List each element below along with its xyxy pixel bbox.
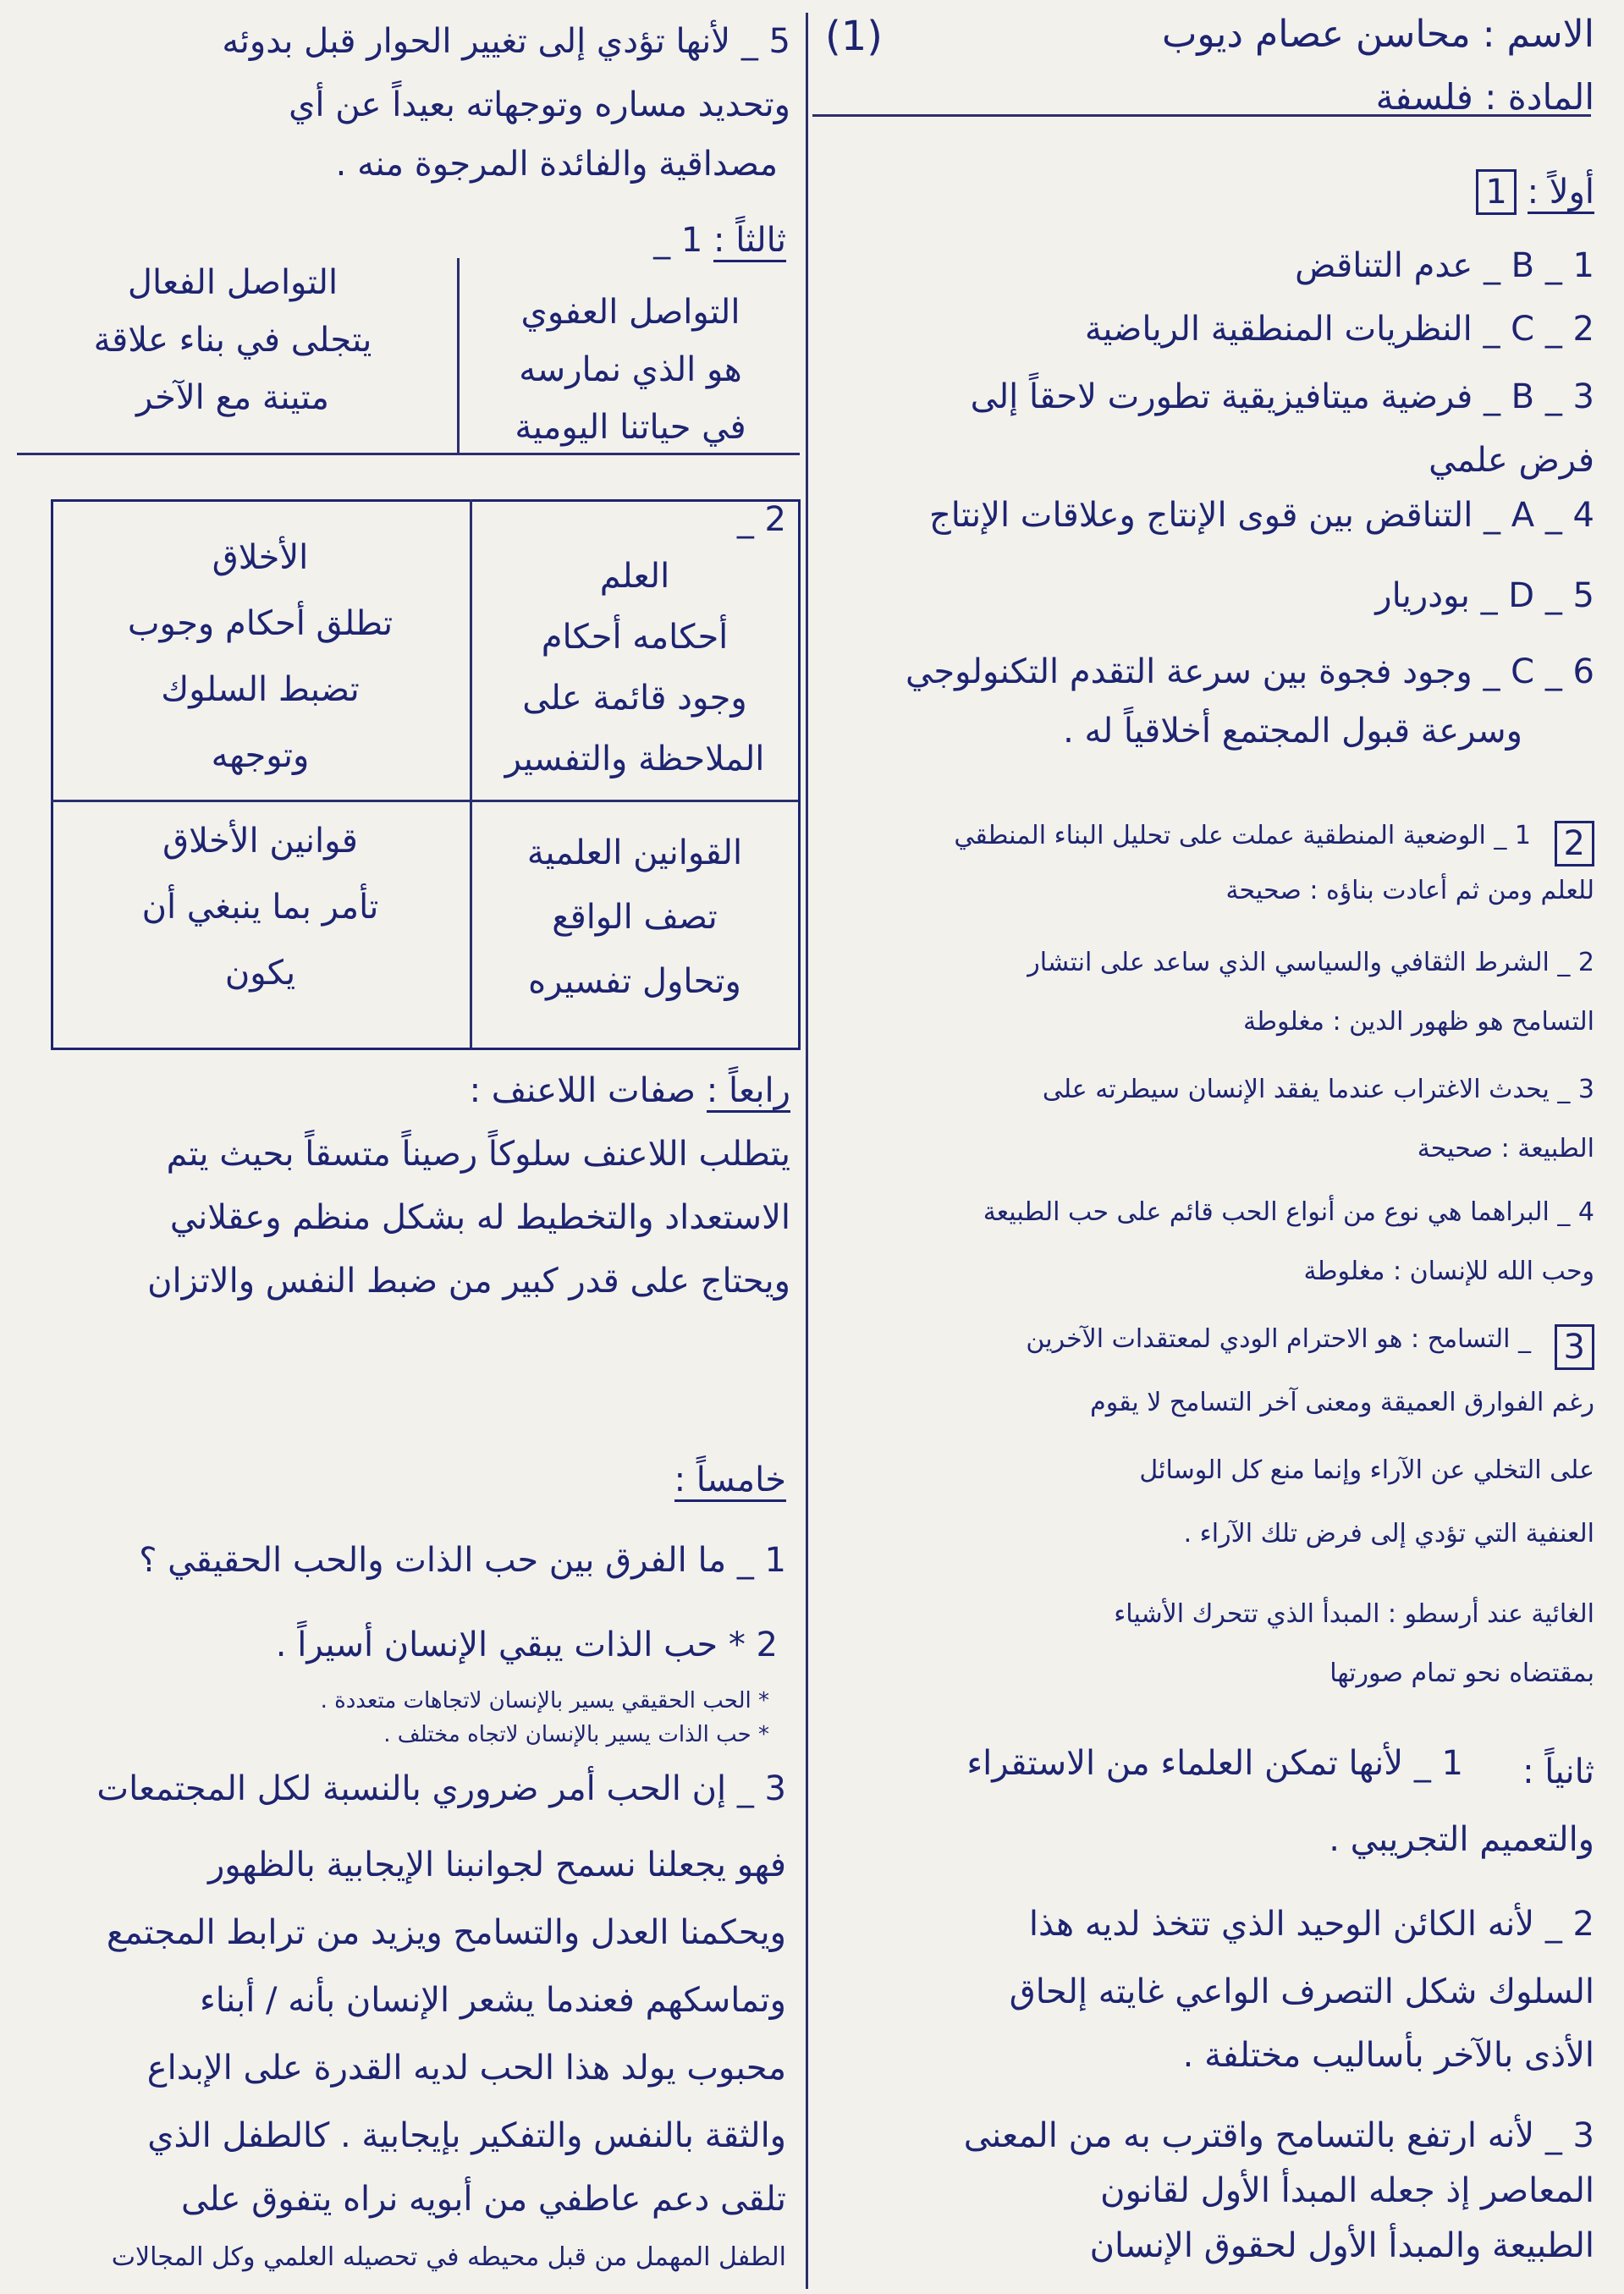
- answer3-line: رغم الفوارق العميقة ومعنى آخر التسامح لا يقوم: [1090, 1388, 1594, 1417]
- answer2-line: الطبيعة : صحيحة: [1417, 1134, 1594, 1164]
- table-column-divider: [470, 499, 472, 1048]
- section5-line: محبوب يولد هذا الحب لديه القدرة على الإبداع: [146, 2049, 786, 2088]
- table-cell-line: الملاحظة والتفسير: [504, 740, 765, 778]
- table-cell-line: تأمر بما ينبغي أن: [141, 888, 379, 927]
- part2-heading: [1548, 821, 1594, 866]
- answer-s2-line: والتعميم التجريبي .: [1329, 1820, 1594, 1859]
- section4-line: ويحتاج على قدر كبير من ضبط النفس والاتزان: [147, 1262, 790, 1301]
- subject-line: المادة : فلسفة: [1375, 76, 1594, 118]
- table-cell-line: أحكامه أحكام: [541, 618, 729, 657]
- column-divider: [806, 13, 808, 2289]
- table-cell-line: وتحاول تفسيره: [528, 962, 741, 1001]
- table-cell-line: تصف الواقع: [552, 898, 718, 937]
- student-name: الاسم : محاسن عصام ديوب: [1161, 13, 1594, 56]
- table-cell-line: يكون: [224, 954, 296, 993]
- section5-title-text: خامساً :: [674, 1461, 786, 1502]
- section3-heading: [653, 220, 786, 261]
- section1-title: أولاً :: [1528, 173, 1594, 214]
- table-cell-ethics-laws: [55, 812, 465, 1010]
- s3-q2-label: 2 _: [736, 500, 786, 539]
- answer1-line: 4 _ A _ التناقض بين قوى الإنتاج وعلاقات الإنتاج: [928, 496, 1594, 535]
- answer3-line: على التخلي عن الآراء وإنما منع كل الوسائل: [1139, 1455, 1594, 1485]
- answer2-line: 3 _ يحدث الاغتراب عندما يفقد الإنسان سيطرته على: [1042, 1075, 1594, 1104]
- table-cell-line: قوانين الأخلاق: [162, 822, 358, 861]
- s3-q1-left-cell: [17, 258, 449, 431]
- answer2-line: 4 _ البراهما هي نوع من أنواع الحب قائم على حب الطبيعة: [983, 1197, 1594, 1227]
- table-row-divider: [51, 800, 798, 802]
- table-cell-line: تطلق أحكام وجوب: [127, 604, 394, 643]
- section5-line: الطفل المهمل من قبل محيطه في تحصيله العلمي وكل المجالات: [111, 2242, 786, 2272]
- left-top-line: 5 _ لأنها تؤدي إلى تغيير الحوار قبل بدوئه: [222, 22, 790, 61]
- table-cell-line: وتوجهه: [211, 736, 310, 775]
- s3-q1-left-line: متينة مع الآخر: [136, 378, 329, 417]
- table-cell-science: [474, 550, 795, 794]
- answer2-line: وحب الله للإنسان : مغلوطة: [1303, 1257, 1594, 1286]
- part1-box: 1: [1476, 169, 1516, 215]
- s3-q1-left-line: التواصل الفعال: [127, 263, 339, 302]
- answer2-line: 1 _ الوضعية المنطقية عملت على تحليل البناء المنطقي: [954, 821, 1531, 850]
- part2-box: 2: [1555, 821, 1594, 866]
- s3-q1-right-line: في حياتنا اليومية: [515, 408, 746, 447]
- section2-title: ثانياً :: [1522, 1752, 1594, 1791]
- answer-s2-line: 1 _ لأنها تمكن العلماء من الاستقراء: [966, 1744, 1463, 1783]
- section4-line: يتطلب اللاعنف سلوكاً رصيناً متسقاً بحيث يتم: [166, 1135, 790, 1174]
- answer-s2-line: 2 _ لأنه الكائن الوحيد الذي تتخذ لديه هذا: [1028, 1905, 1594, 1944]
- section1-heading: [1469, 169, 1594, 215]
- answer2-line: التسامح هو ظهور الدين : مغلوطة: [1242, 1007, 1594, 1037]
- section5-line: وتماسكهم فعندما يشعر الإنسان بأنه / أبناء: [200, 1981, 786, 2020]
- section5-line: * حب الذات يسير بالإنسان لاتجاه مختلف .: [383, 1722, 769, 1747]
- table-cell-line: القوانين العلمية: [526, 833, 743, 872]
- answer1-line: وسرعة قبول المجتمع أخلاقياً له .: [1063, 712, 1522, 751]
- section5-line: ويحكمنا العدل والتسامح ويزيد من ترابط المجتمع: [106, 1913, 786, 1952]
- answer-s2-line: الأذى بالآخر بأساليب مختلفة .: [1182, 2036, 1594, 2075]
- section5-title: [674, 1460, 786, 1500]
- answer1-line: 1 _ B _ عدم التناقض: [1295, 246, 1594, 285]
- table-header-science: العلم: [599, 557, 670, 596]
- answer3-line: العنفية التي تؤدي إلى فرض تلك الآراء .: [1183, 1519, 1594, 1549]
- answer-s2-line: 3 _ لأنه ارتفع بالتسامح واقترب به من المعنى: [963, 2116, 1594, 2155]
- section3-title: ثالثاً :: [713, 221, 786, 262]
- section5-line: تلقى دعم عاطفي من أبويه نراه يتفوق على: [181, 2180, 786, 2219]
- left-top-line: مصداقية والفائدة المرجوة منه .: [335, 145, 778, 184]
- answer1-line: فرض علمي: [1429, 441, 1594, 480]
- table-cell-science-laws: [474, 825, 795, 1018]
- section5-line: فهو يجعلنا نسمح لجوانبنا الإيجابية بالظهور: [207, 1846, 786, 1884]
- answer1-line: 3 _ B _ فرضية ميتافيزيقية تطورت لاحقاً إلى: [970, 377, 1594, 416]
- table-cell-ethics: [55, 529, 465, 793]
- page-number: (1): [825, 13, 884, 60]
- section5-line: * الحب الحقيقي يسير بالإنسان لاتجاهات متعددة .: [320, 1688, 769, 1714]
- s3-q1-right-cell: [461, 288, 800, 460]
- section5-line: والثقة بالنفس والتفكير بإيجابية . كالطفل الذي: [147, 2116, 786, 2155]
- table-header-ethics: الأخلاق: [212, 538, 309, 577]
- section5-line: 1 _ ما الفرق بين حب الذات والحب الحقيقي ؟: [139, 1541, 786, 1580]
- answer2-line: للعلم ومن ثم أعادت بناؤه : صحيحة: [1225, 876, 1594, 905]
- s3-q1-right-line: هو الذي نمارسه: [519, 350, 742, 389]
- s3-q1-right-line: التواصل العفوي: [520, 293, 740, 332]
- table-cell-line: وجود قائمة على: [522, 679, 747, 718]
- answer1-line: 6 _ C _ وجود فجوة بين سرعة التقدم التكنولوجي: [906, 652, 1594, 691]
- answer1-line: 5 _ D _ بودريار: [1375, 576, 1594, 615]
- ghaia-line: بمقتضاه نحو تمام صورتها: [1329, 1659, 1594, 1688]
- section5-line: 2 * حب الذات يبقي الإنسان أسيراً .: [275, 1626, 778, 1664]
- table-cell-line: تضبط السلوك: [161, 670, 360, 709]
- section4-line: الاستعداد والتخطيط له بشكل منظم وعقلاني: [169, 1198, 790, 1237]
- answer3-line: _ التسامح : هو الاحترام الودي لمعتقدات الآخرين: [1026, 1324, 1531, 1354]
- section5-line: 3 _ إن الحب أمر ضروري بالنسبة لكل المجتمعات: [96, 1769, 786, 1808]
- answer-s2-line: المعاصر إذ جعله المبدأ الأول لقانون: [1100, 2171, 1594, 2210]
- section4-line: صفات اللاعنف :: [469, 1071, 696, 1110]
- answer-s2-line: الطبيعة والمبدأ الأول لحقوق الإنسان: [1089, 2226, 1594, 2265]
- s3-q1-label: 1 _: [653, 221, 703, 260]
- section3-cell-divider: [457, 258, 460, 453]
- s3-q1-left-line: يتجلى في بناء علاقة: [93, 321, 372, 360]
- part3-heading: [1548, 1324, 1594, 1370]
- section4-title: رابعاً :: [707, 1071, 790, 1113]
- section4-heading: [470, 1070, 790, 1111]
- part3-box: 3: [1555, 1324, 1594, 1370]
- ghaia-line: الغائية عند أرسطو : المبدأ الذي تتحرك الأشياء: [1114, 1599, 1594, 1629]
- answer1-line: 2 _ C _ النظريات المنطقية الرياضية: [1084, 310, 1594, 349]
- answer2-line: 2 _ الشرط الثقافي والسياسي الذي ساعد على انتشار: [1027, 948, 1594, 977]
- answer-s2-line: السلوك شكل التصرف الواعي غايته إلحاق: [1009, 1972, 1594, 2011]
- left-top-line: وتحديد مساره وتوجهاته بعيداً عن أي: [289, 85, 790, 124]
